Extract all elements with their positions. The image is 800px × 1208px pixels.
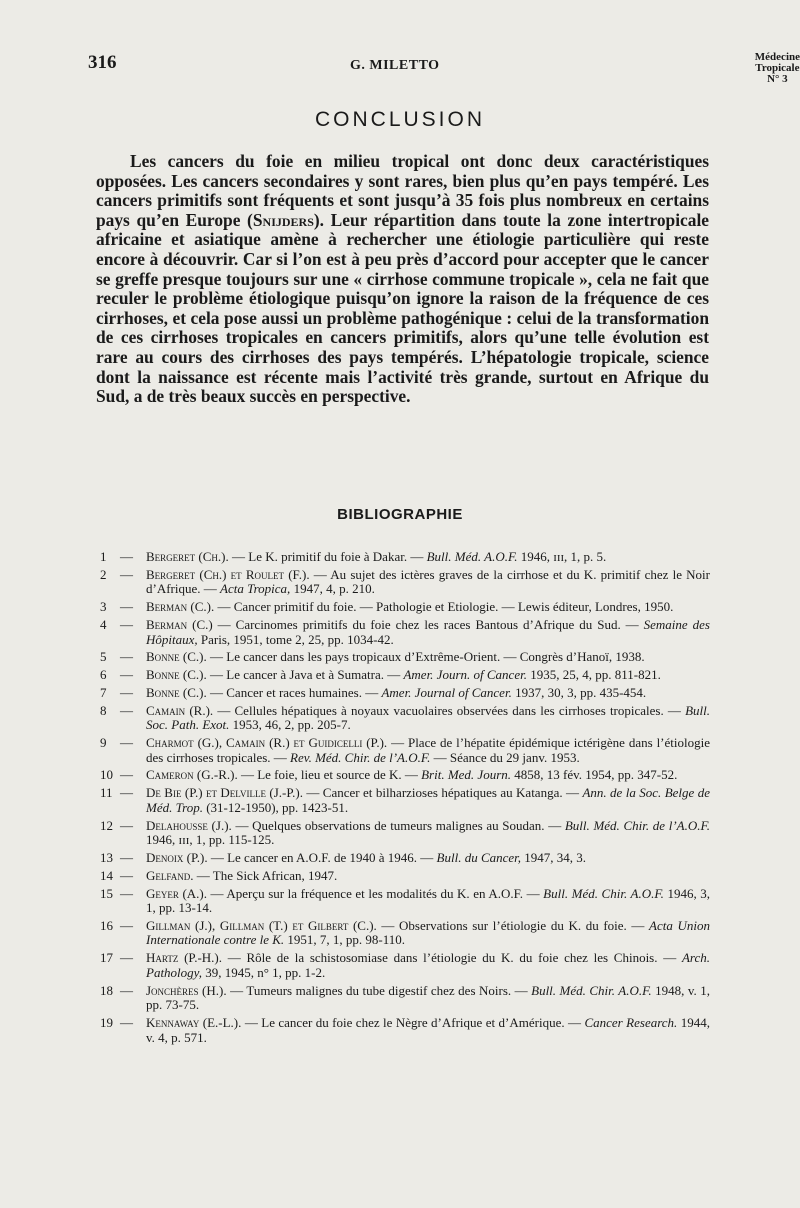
entry-journal: Bull. Méd. Chir. A.O.F. (531, 982, 652, 998)
entry-details: 1946, 3, 1, pp. 13-14. (146, 885, 711, 916)
page-number: 316 (88, 52, 117, 73)
journal-tag-line3: N° 3 (767, 73, 788, 85)
conclusion-text-part1: Les cancers du foie en milieu tropical ont donc deux caractéristiques opposées. Les cancers secondaires y sont rares, bien plus qu’en pays tempéré. Les cancers primitifs sont fréquents et sont jusqu’à 35 fois plus nombreux en certains pays qu’en Europe ( (96, 151, 709, 230)
bibliography-entry (100, 851, 710, 866)
entry-number: 13 (100, 849, 113, 865)
entry-journal: Bull. Méd. A.O.F. (426, 549, 518, 564)
entry-authors: Charmot (G.), Camain (R.) et Guidicelli (P.). (146, 735, 388, 751)
entry-number: 12 (100, 817, 113, 833)
entry-number: 17 (100, 950, 113, 966)
bibliography-entry (100, 984, 710, 1013)
entry-journal: Bull. du Cancer, (436, 849, 522, 865)
entry-authors: Gillman (J.), Gillman (T.) et Gilbert (C.). (146, 917, 377, 933)
entry-number: 11 (100, 785, 113, 801)
entry-journal: Bull. Soc. Path. Exot. (146, 702, 710, 733)
entry-authors: Hartz (P.-H.). (146, 950, 222, 966)
bibliography-entry (100, 869, 710, 884)
entry-authors: Bonne (C.). (146, 667, 207, 683)
entry-text (146, 819, 710, 848)
entry-text (146, 686, 710, 701)
entry-details: 1944, v. 4, p. 571. (146, 1015, 710, 1045)
bibliography-entry (100, 618, 710, 647)
entry-details: 1946, ɪɪɪ, 1, p. 5. (517, 549, 607, 564)
entry-journal: Semaine des Hôpitaux, (146, 616, 710, 647)
entry-title: — Cancer primitif du foie. — Pathologie et Etiologie. — Lewis éditeur, Londres, 1950. (214, 599, 674, 615)
entry-dash: — (120, 667, 133, 683)
entry-text (146, 736, 710, 765)
entry-details: 1946, ɪɪɪ, 1, pp. 115-125. (146, 832, 275, 848)
entry-journal: Acta Union Internationale contre le K. (146, 917, 710, 948)
bibliography-entry (100, 550, 710, 565)
bibliography-entry (100, 568, 710, 597)
conclusion-text-part2: ). Leur répartition dans toute la zone intertropicale africaine et asiatique amène à rechercher une étiologie particulière qui reste encore à découvrir. Car si l’on est à peu près d’accord pour accepter que le cancer se greffe presque toujours sur une « cirrhose commune tropicale », cela ne fait que reculer le problème étiologique puisqu’on ignore la raison de la fréquence de ces cirrhoses, et cela pose aussi un problème pathogénique : celui de la transformation de ces cirrhoses tropicales en cancers primitifs, alors qu’une telle évolution est rare au cours des cirrhoses des pays tempérés. L’hépatologie tropicale, science dont la naissance est récente mais l’activité très grande, surtout en Afrique du Sud, a de très beaux succès en perspective. (96, 209, 709, 407)
entry-text (146, 887, 710, 916)
entry-number: 4 (100, 616, 107, 632)
entry-text (146, 704, 710, 733)
entry-dash: — (120, 849, 133, 865)
bibliography-entry (100, 819, 710, 848)
entry-authors: Camain (R.). (146, 702, 214, 718)
entry-text (146, 984, 710, 1013)
entry-journal: Arch. Pathology, (146, 950, 710, 980)
entry-details: Paris, 1951, tome 2, 25, pp. 1034-42. (197, 631, 394, 647)
entry-dash: — (120, 982, 133, 998)
entry-title: — Place de l’hépatite épidémique ictérigène dans l’étiologie des cirrhoses tropicales. — (146, 735, 710, 765)
entry-details: 4858, 13 fév. 1954, pp. 347-52. (511, 767, 678, 783)
entry-title: — Le cancer en A.O.F. de 1940 à 1946. — (207, 849, 437, 865)
entry-dash: — (120, 1015, 133, 1030)
conclusion-title: CONCLUSION (314, 108, 486, 131)
entry-number: 2 (100, 566, 107, 582)
bibliography-title: BIBLIOGRAPHIE (337, 506, 463, 523)
entry-dash: — (120, 599, 133, 615)
entry-journal: Bull. Méd. Chir. de l’A.O.F. (564, 817, 710, 833)
entry-title: — Quelques observations de tumeurs malignes au Soudan. — (231, 817, 565, 833)
bibliography-list (100, 550, 710, 1048)
entry-details: 1947, 34, 3. (521, 849, 587, 865)
entry-number: 14 (100, 867, 113, 883)
entry-authors: Denoix (P.). (146, 849, 208, 865)
entry-number: 10 (100, 767, 113, 783)
entry-journal: Rev. Méd. Chir. de l’A.O.F. (290, 749, 431, 765)
bibliography-entry (100, 704, 710, 733)
entry-number: 6 (100, 667, 107, 683)
bibliography-entry (100, 951, 710, 980)
entry-dash: — (120, 785, 133, 801)
bibliography-entry (100, 887, 710, 916)
entry-number: 16 (100, 917, 113, 933)
entry-title: — The Sick African, 1947. (193, 867, 338, 883)
entry-journal: Ann. de la Soc. Belge de Méd. Trop. (146, 785, 710, 815)
entry-title: — Observations sur l’étiologie du K. du foie. — (376, 917, 650, 933)
entry-dash: — (120, 767, 133, 783)
entry-journal: Acta Tropica, (220, 581, 291, 597)
entry-authors: Berman (C.) (146, 616, 213, 632)
journal-tag-line1: Médecine (754, 51, 800, 63)
entry-details: 1947, 4, p. 210. (290, 581, 375, 597)
entry-title: — Cancer et bilharzioses hépatiques au Katanga. — (302, 785, 583, 801)
entry-text (146, 786, 710, 815)
entry-dash: — (120, 549, 133, 564)
entry-number: 15 (100, 885, 113, 901)
bibliography-entry (100, 919, 710, 948)
entry-dash: — (120, 817, 133, 833)
journal-tag (755, 52, 800, 85)
running-head: G. MILETTO (350, 58, 440, 73)
bibliography-entry (100, 736, 710, 765)
entry-text (146, 1016, 710, 1045)
entry-dash: — (120, 885, 133, 901)
entry-title: — Au sujet des ictères graves de la cirrhose et du K. primitif chez le Noir d’Afrique. — (146, 566, 710, 597)
entry-journal: Amer. Journ. of Cancer. (403, 667, 527, 683)
entry-title: — Le cancer à Java et à Sumatra. — (206, 667, 404, 683)
bibliography-entry (100, 668, 710, 683)
bibliography-entry (100, 768, 710, 783)
entry-authors: Geyer (A.). (146, 885, 207, 901)
entry-dash: — (120, 917, 133, 933)
entry-number: 3 (100, 599, 107, 615)
conclusion-cited-author: Snijders (252, 209, 314, 230)
entry-dash: — (120, 649, 133, 665)
entry-title: — Le K. primitif du foie à Dakar. — (228, 549, 427, 564)
entry-dash: — (120, 950, 133, 966)
entry-journal: Cancer Research. (584, 1015, 678, 1030)
entry-text (146, 768, 710, 783)
entry-number: 7 (100, 684, 107, 700)
entry-title: — Le cancer du foie chez le Nègre d’Afrique et d’Amérique. — (241, 1015, 585, 1030)
entry-authors: Jonchères (H.). (146, 982, 227, 998)
entry-dash: — (120, 735, 133, 751)
journal-tag-line2: Tropicale (755, 62, 800, 74)
entry-text (146, 568, 710, 597)
entry-details: 1937, 30, 3, pp. 435-454. (511, 684, 647, 700)
entry-dash: — (120, 867, 133, 883)
entry-details: — Séance du 29 janv. 1953. (430, 749, 580, 765)
entry-title: — Carcinomes primitifs du foie chez les races Bantous d’Afrique du Sud. — (212, 616, 644, 632)
entry-text (146, 618, 710, 647)
entry-title: — Cancer et races humaines. — (206, 684, 382, 700)
entry-text (146, 668, 710, 683)
entry-number: 19 (100, 1015, 113, 1030)
entry-details: (31-12-1950), pp. 1423-51. (202, 799, 349, 815)
entry-dash: — (120, 684, 133, 700)
entry-details: 1948, v. 1, pp. 73-75. (146, 982, 711, 1013)
entry-title: — Tumeurs malignes du tube digestif chez des Noirs. — (226, 982, 532, 998)
bibliography-entry (100, 1016, 710, 1045)
entry-title: — Cellules hépatiques à noyaux vacuolaires observées dans les cirrhoses tropicales. — (213, 702, 686, 718)
entry-number: 5 (100, 649, 107, 665)
entry-number: 18 (100, 982, 113, 998)
entry-details: 39, 1945, n° 1, pp. 1-2. (201, 964, 326, 980)
entry-authors: Berman (C.). (146, 599, 215, 615)
entry-title: — Le cancer dans les pays tropicaux d’Extrême-Orient. — Congrès d’Hanoï, 1938. (206, 649, 645, 665)
entry-number: 1 (100, 549, 107, 564)
bibliography-entry (100, 600, 710, 615)
page-header (88, 48, 800, 98)
entry-title: — Aperçu sur la fréquence et les modalités du K. en A.O.F. — (207, 885, 544, 901)
bibliography-entry (100, 650, 710, 665)
entry-number: 8 (100, 702, 107, 718)
entry-authors: Gelfand. (146, 867, 194, 883)
entry-authors: Bonne (C.). (146, 649, 207, 665)
entry-authors: Delahousse (J.). (146, 817, 232, 833)
bibliography-entry (100, 786, 710, 815)
entry-text (146, 600, 710, 615)
entry-authors: Cameron (G.-R.). (146, 767, 238, 783)
entry-journal: Bull. Méd. Chir. A.O.F. (543, 885, 664, 901)
entry-journal: Amer. Journal of Cancer. (381, 684, 512, 700)
entry-text (146, 851, 710, 866)
entry-number: 9 (100, 735, 107, 751)
entry-authors: Bergeret (Ch.) et Roulet (F.). (146, 566, 310, 582)
entry-dash: — (120, 616, 133, 632)
entry-authors: Kennaway (E.-L.). (146, 1015, 242, 1030)
entry-text (146, 550, 710, 565)
entry-text (146, 919, 710, 948)
bibliography-entry (100, 686, 710, 701)
entry-authors: De Bie (P.) et Delville (J.-P.). (146, 785, 303, 801)
entry-text (146, 951, 710, 980)
entry-dash: — (120, 702, 133, 718)
conclusion-paragraph (96, 152, 709, 407)
entry-title: — Rôle de la schistosomiase dans l’étiologie du K. du foie chez les Chinois. — (222, 950, 682, 966)
entry-journal: Brit. Med. Journ. (421, 767, 512, 783)
entry-authors: Bergeret (Ch.). (146, 549, 229, 564)
entry-text (146, 869, 710, 884)
entry-details: 1935, 25, 4, pp. 811-821. (526, 667, 661, 683)
entry-details: 1951, 7, 1, pp. 98-110. (284, 932, 406, 948)
entry-text (146, 650, 710, 665)
entry-authors: Bonne (C.). (146, 684, 207, 700)
entry-details: 1953, 46, 2, pp. 205-7. (229, 717, 351, 733)
entry-title: — Le foie, lieu et source de K. — (237, 767, 422, 783)
entry-dash: — (120, 566, 133, 582)
